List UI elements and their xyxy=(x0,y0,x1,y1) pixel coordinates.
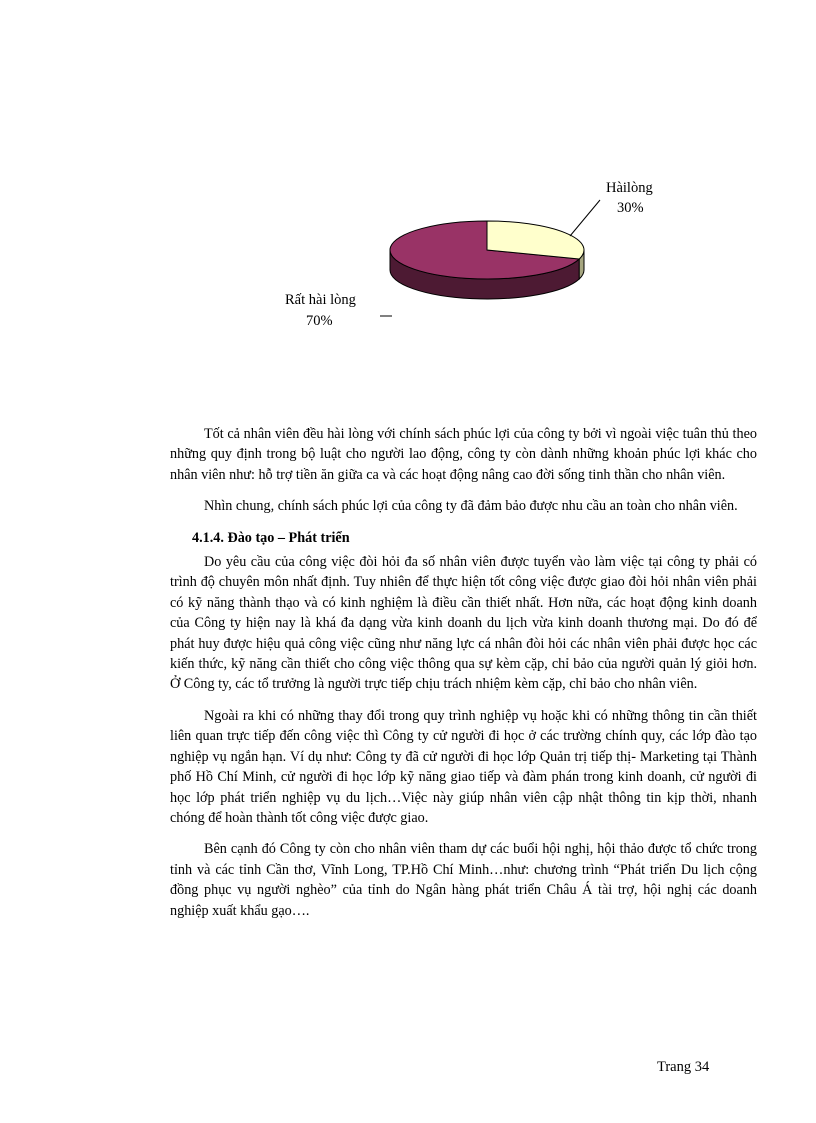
label-rat-hai-long-percent: 70% xyxy=(306,313,333,329)
label-hai-long-percent: 30% xyxy=(617,200,644,216)
paragraph-4: Ngoài ra khi có những thay đổi trong quy trình nghiệp vụ hoặc khi có những thông tin cần thiết liên quan trực tiếp đến công việc thì Công ty cử người đi học ở các trường chính quy, các lớp đào tạo nghiệp vụ ngắn hạn. Ví dụ như: Công ty đã cử người đi học lớp Quản trị tiếp thị- Marketing tại Thành phố Hồ Chí Minh, cử người đi học lớp kỹ năng giao tiếp và đàm phán trong kinh doanh, cử người đi học lớp phát triển nghiệp vụ du lịch…Việc này giúp nhân viên cập nhật thông tin kịp thời, nhanh chóng để hoàn thành tốt công việc được giao. xyxy=(170,707,757,826)
paragraph-3: Do yêu cầu của công việc đòi hỏi đa số nhân viên được tuyển vào làm việc tại công ty phải có trình độ chuyên môn nhất định. Tuy nhiên để thực hiện tốt công việc được giao đòi hỏi nhân viên phải có kỹ năng thành thạo và có kinh nghiệm là điều cần thiết nhất. Hơn nữa, các hoạt động kinh doanh của Công ty hiện nay là khá đa dạng vừa kinh doanh du lịch vừa kinh doanh thương mại. Do đó để phát huy được hiệu quả công việc cũng như năng lực cá nhân đòi hỏi các nhân viên phải được học các kiến thức, kỹ năng cần thiết cho công việc thông qua sự kèm cặp, chỉ bảo của người quản lý giỏi hơn. Ở Công ty, các tổ trưởng là người trực tiếp chịu trách nhiệm kèm cặp, chỉ bảo cho nhân viên. xyxy=(170,554,757,693)
section-heading: 4.1.4. Đào tạo – Phát triển xyxy=(192,529,350,546)
leader-line-hai-long xyxy=(570,200,600,236)
label-rat-hai-long: Rất hài lòng xyxy=(285,292,356,308)
label-hai-long: Hàilòng xyxy=(606,180,653,196)
page-number: Trang 34 xyxy=(657,1059,710,1075)
paragraph-2: Nhìn chung, chính sách phúc lợi của công ty đã đảm bảo được nhu cầu an toàn cho nhân viên. xyxy=(204,498,738,515)
body-text xyxy=(170,424,757,932)
pie-chart xyxy=(0,0,816,400)
paragraph-1: Tốt cả nhân viên đều hài lòng với chính sách phúc lợi của công ty bởi vì ngoài việc tuân thủ theo những quy định trong bộ luật cho người lao động, công ty còn dành những khoản phúc lợi khác cho nhân viên như: hỗ trợ tiền ăn giữa ca và các hoạt động nâng cao đời sống tinh thần cho nhân viên. xyxy=(170,426,757,483)
paragraph-5: Bên cạnh đó Công ty còn cho nhân viên tham dự các buổi hội nghị, hội thảo được tổ chức trong tỉnh và các tỉnh Cần thơ, Vĩnh Long, TP.Hồ Chí Minh…như: chương trình “Phát triển Du lịch cộng đồng phục vụ người nghèo” của tỉnh do Ngân hàng phát triển Châu Á tài trợ, hội nghị các doanh nghiệp xuất khẩu gạo…. xyxy=(170,841,757,919)
